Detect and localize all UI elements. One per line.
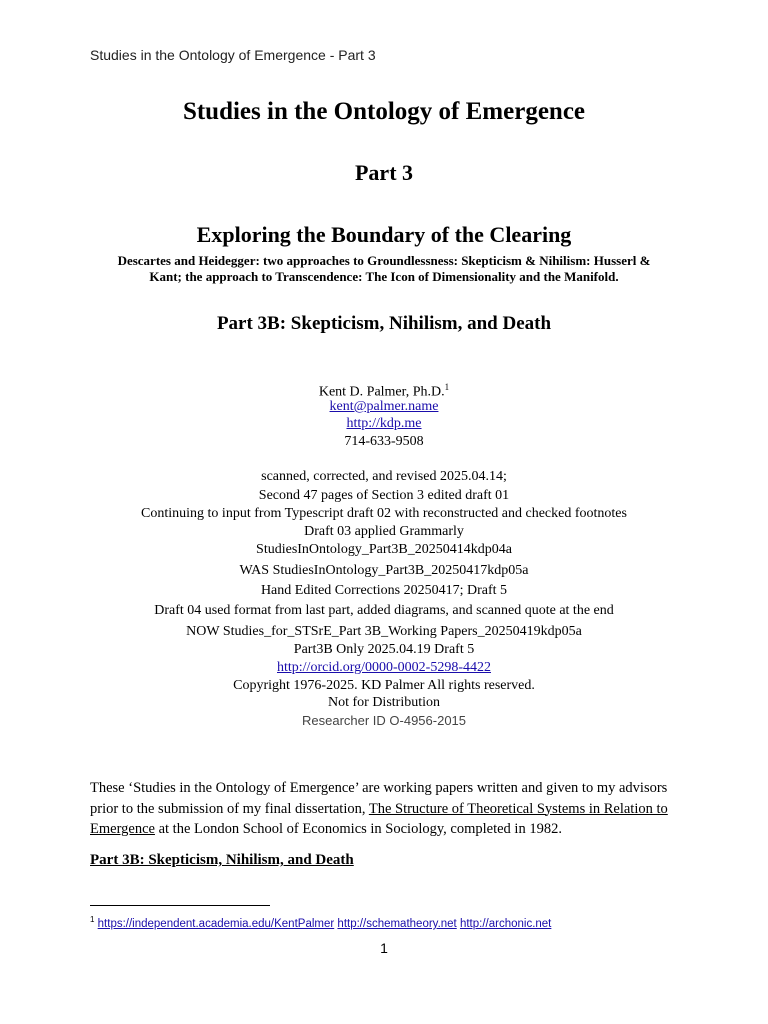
distribution-notice: Not for Distribution [328,695,440,710]
document-title: Studies in the Ontology of Emergence [182,98,586,125]
intro-text-after: at the London School of Economics in Sociology, completed in 1982. [154,821,562,837]
footnote [90,915,551,930]
footnote-marker: 1 [90,915,95,924]
revision-note: Draft 03 applied Grammarly [304,524,464,539]
footnote-link-schematheory[interactable]: http://schematheory.net [337,917,457,930]
author-email-line [0,398,768,415]
footnote-link-academia[interactable]: https://independent.academia.edu/KentPalmer [97,917,335,930]
revision-note: Part3B Only 2025.04.19 Draft 5 [293,642,475,657]
description-line-2: Kant; the approach to Transcendence: The Icon of Dimensionality and the Manifold. [149,269,619,284]
copyright: Copyright 1976-2025. KD Palmer All rights reserved. [233,678,535,693]
description [0,253,768,285]
revision-note: WAS StudiesInOntology_Part3B_20250417kdp05a [239,563,529,578]
author-email-link[interactable]: kent@palmer.name [329,399,439,414]
section-title: Part 3B: Skepticism, Nihilism, and Death [216,313,552,334]
page-number: 1 [380,940,388,956]
revision-note: Hand Edited Corrections 20250417; Draft 5 [260,583,508,598]
author-website-link[interactable]: http://kdp.me [346,416,422,431]
section-heading: Part 3B: Skepticism, Nihilism, and Death [90,852,354,868]
footnote-separator [90,905,270,906]
document-subtitle: Exploring the Boundary of the Clearing [196,222,572,247]
author-phone: 714-633-9508 [344,434,424,449]
author-website-line [0,415,768,432]
researcher-id: Researcher ID O-4956-2015 [301,713,467,728]
running-header: Studies in the Ontology of Emergence - Part 3 [90,47,376,63]
dissertation-title: The Structure of Theoretical Systems in Relation to Emergence [90,800,668,837]
revision-note: scanned, corrected, and revised 2025.04.14; [261,469,507,484]
revision-note: NOW Studies_for_STSrE_Part 3B_Working Papers_20250419kdp05a [186,624,582,639]
footnote-ref[interactable]: 1 [444,382,450,392]
footnote-link-archonic[interactable]: http://archonic.net [459,917,552,930]
author-name: Kent D. Palmer, Ph.D. [318,384,445,400]
orcid-link[interactable]: http://orcid.org/0000-0002-5298-4422 [277,660,491,675]
revision-note: Continuing to input from Typescript draft 02 with reconstructed and checked footnotes [141,506,627,521]
revision-note: StudiesInOntology_Part3B_20250414kdp04a [256,542,512,557]
revision-note: Second 47 pages of Section 3 edited draft 01 [258,488,510,503]
revision-note: Draft 04 used format from last part, added diagrams, and scanned quote at the end [154,603,614,618]
part-heading: Part 3 [354,160,414,185]
description-line-1: Descartes and Heidegger: two approaches to Groundlessness: Skepticism & Nihilism: Husserl & [117,253,651,268]
intro-text-before: These ‘Studies in the Ontology of Emergence’ are working papers written and given to my advisors prior to the submission of my final dissertation, [90,780,668,817]
intro-paragraph [90,778,680,840]
orcid-line [0,659,768,676]
